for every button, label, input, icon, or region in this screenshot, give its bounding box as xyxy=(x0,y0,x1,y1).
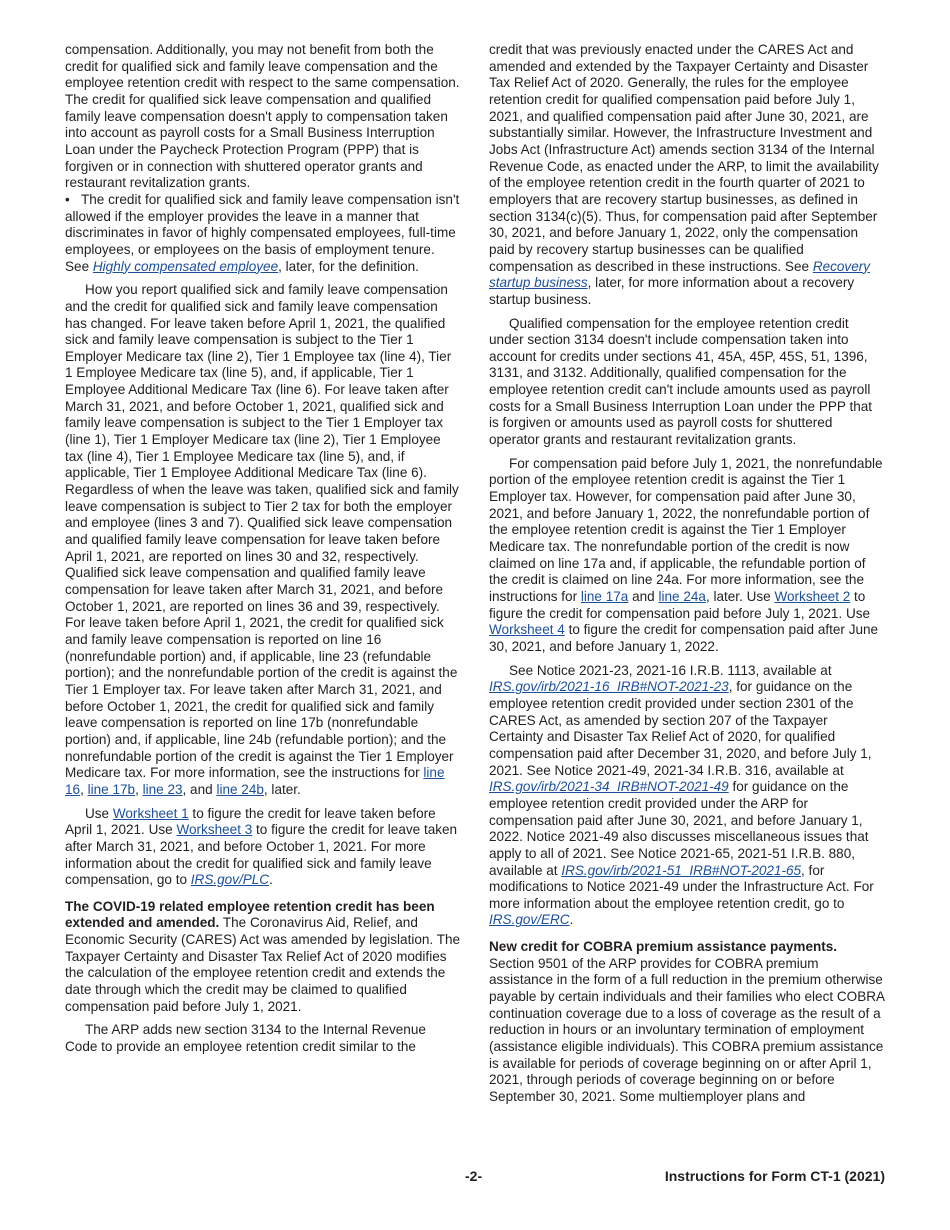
form-name: Instructions for Form CT-1 (2021) xyxy=(664,1168,885,1184)
highly-compensated-employee-link[interactable]: Highly compensated employee xyxy=(92,258,279,274)
line-17a-link[interactable]: line 17a xyxy=(580,589,629,604)
bullet-item: • The credit for qualified sick and family leave compensation isn't allowed if the employer provides the leave in a manner that discriminates in favor of highly compensated employees, full-time employees, or employees on the basis of employment tenure. See Highly compensated employee, later, for the definition. xyxy=(65,191,460,274)
paragraph: See Notice 2021-23, 2021-16 I.R.B. 1113, available at IRS.gov/irb/2021-16_IRB#NOT-2021-23, for guidance on the employee retention credit provided under section 2301 of the CARES Act, as amended by section 207 of the Taxpayer Certainty and Disaster Tax Relief Act of 2020, for qualified compensation paid after December 31, 2020, and before July 1, 2021. See Notice 2021-49, 2021-34 I.R.B. 316, available at IRS.gov/irb/2021-34_IRB#NOT-2021-49 for guidance on the employee retention credit provided under the ARP for compensation paid after June 30, 2021, and before January 1, 2022. Notice 2021-49 also discusses miscellaneous issues that apply to all of 2021. See Notice 2021-65, 2021-51 I.R.B. 880, available at IRS.gov/irb/2021-51_IRB#NOT-2021-65, for modifications to Notice 2021-49 under the Infrastructure Act. For more information about the employee retention credit, go to IRS.gov/ERC. xyxy=(489,662,874,928)
bullet-icon: • xyxy=(65,191,70,207)
right-column xyxy=(489,42,885,1106)
section-heading: New credit for COBRA premium assistance payments. xyxy=(489,939,838,955)
line-24b-link[interactable]: line 24b xyxy=(216,781,264,797)
page-number: -2- xyxy=(465,1168,483,1184)
notice-2021-65-link[interactable]: IRS.gov/irb/2021-51_IRB#NOT-2021-65 xyxy=(561,862,802,878)
paragraph: New credit for COBRA premium assistance payments. Section 9501 of the ARP provides for COBRA premium assistance in the form of a full reduction in the premium otherwise payable by certain individuals and their families who elect COBRA continuation coverage due to a loss of coverage as the result of a reduction in hours or an involuntary termination of employment (assistance eligible individuals). This COBRA premium assistance is available for periods of coverage beginning on or after April 1, 2021, through periods of coverage beginning on or before September 30, 2021. Some multiemployer plans and xyxy=(489,939,885,1105)
irs-erc-link[interactable]: IRS.gov/ERC xyxy=(489,912,570,928)
notice-2021-49-link[interactable]: IRS.gov/irb/2021-34_IRB#NOT-2021-49 xyxy=(489,779,729,795)
paragraph: Qualified compensation for the employee retention credit under section 3134 doesn't include compensation taken into account for credits under sections 41, 45A, 45P, 45S, 51, 1396, 3131, and 3132. Additionally, qualified compensation for the employee retention credit can't include amounts used as payroll costs for a Small Business Interruption Loan under the PPP that is forgiven or amounts used as payroll costs for shuttered operator grants and restaurant revitalization grants. xyxy=(489,315,873,448)
paragraph: credit that was previously enacted under the CARES Act and amended and extended by the Taxpayer Certainty and Disaster Tax Relief Act of 2020. Generally, the rules for the employee retention credit for qualified compensation paid before July 1, 2021, and qualified compensation paid after June 30, 2021, are substantially similar. However, the Infrastructure Investment and Jobs Act (Infrastructure Act) amends section 3134 of the Internal Revenue Code, as enacted under the ARP, to limit the availability of the employee retention credit in the fourth quarter of 2021 to employers that are recovery startup businesses, as defined in section 3134(c)(5). Thus, for compensation paid after September 30, 2021, and before January 1, 2022, only the compensation paid by recovery startup businesses can be qualified compensation as described in these instructions. See Recovery startup business, later, for more information about a recovery startup business. xyxy=(489,42,879,307)
recovery-startup-business-link[interactable]: Recovery startup business xyxy=(489,258,871,291)
paragraph: The COVID-19 related employee retention credit has been extended and amended. The Coronavirus Aid, Relief, and Economic Security (CARES) Act was amended by legislation. The Taxpayer Certainty and Disaster Tax Relief Act of 2020 modifies the calculation of the employee retention credit and extends the date through which the credit may be claimed to qualified compensation paid before July 1, 2021. xyxy=(65,898,461,1014)
worksheet-4-link[interactable]: Worksheet 4 xyxy=(489,622,565,638)
notice-2021-23-link[interactable]: IRS.gov/irb/2021-16_IRB#NOT-2021-23 xyxy=(489,679,729,695)
paragraph: Use Worksheet 1 to figure the credit for leave taken before April 1, 2021. Use Worksheet 3 to figure the credit for leave taken after March 31, 2021, and before October 1, 2021. For more information about the credit for qualified sick and family leave compensation, go to IRS.gov/PLC. xyxy=(65,805,458,888)
paragraph: For compensation paid before July 1, 2021, the nonrefundable portion of the employee retention credit is against the Tier 1 Employer tax. However, for compensation paid after June 30, 2021, and before January 1, 2022, the nonrefundable portion of the employee retention credit is against the Tier 1 Employer Medicare tax. The nonrefundable portion of the credit is now claimed on line 17a and, if applicable, the refundable portion of the credit is claimed on line 24a. For more information, see the instructions for line 17a and line 24a, later. Use Worksheet 2 to figure the credit for compensation paid before July 1, 2021. Use Worksheet 4 to figure the credit for compensation paid after June 30, 2021, and before January 1, 2022. xyxy=(489,455,883,654)
paragraph: compensation. Additionally, you may not benefit from both the credit for qualified sick and family leave compensation and the employee retention credit with respect to the same compensation. The credit for qualified sick leave compensation and qualified family leave compensation doesn't apply to compensation taken into account as payroll costs for a Small Business Interruption Loan under the Paycheck Protection Program (PPP) that is forgiven or in connection with shuttered operator grants and restaurant revitalization grants. xyxy=(65,42,460,191)
left-column xyxy=(65,42,461,1056)
worksheet-3-link[interactable]: Worksheet 3 xyxy=(176,822,253,838)
line-24a-link[interactable]: line 24a xyxy=(658,589,706,604)
paragraph: How you report qualified sick and family leave compensation and the credit for qualified sick and family leave compensation has changed. For leave taken before April 1, 2021, the qualified sick and family leave compensation is subject to the Tier 1 Employer Medicare tax (line 2), Tier 1 Employee tax (line 4), Tier 1 Employee Medicare tax (line 5), and, if applicable, Tier 1 Employee Additional Medicare Tax (line 6). For leave taken after March 31, 2021, and before October 1, 2021, qualified sick and family leave compensation is subject to the Tier 1 Employer tax (line 1), Tier 1 Employer Medicare tax (line 2), Tier 1 Employee tax (line 4), Tier 1 Employee Medicare tax (line 5), and, if applicable, Tier 1 Employee Additional Medicare Tax (line 6). Regardless of when the leave was taken, qualified sick and family leave compensation is subject to Tier 2 tax for both the employer and employee (lines 3 and 7). Qualified sick leave compensation and qualified family leave compensation for leave taken before April 1, 2021, are reported on lines 30 and 32, respectively. Qualified sick leave compensation and qualified family leave compensation for leave taken after March 31, 2021, and before October 1, 2021, are reported on lines 36 and 39, respectively. For leave taken before April 1, 2021, the credit for qualified sick and family leave compensation is reported on line 16 (nonrefundable portion) and, if applicable, line 23 (refundable portion); and the nonrefundable portion of the credit is against the Tier 1 Employer tax. For leave taken after March 31, 2021, and before October 1, 2021, the credit for qualified sick and family leave compensation is reported on line 17b (nonrefundable portion) and, if applicable, line 24b (refundable portion); and the nonrefundable portion of the credit is against the Tier 1 Employer Medicare tax. For more information, see the instructions for line 16, line 17b, line 23, and line 24b, later. xyxy=(65,282,459,797)
line-17b-link[interactable]: line 17b xyxy=(87,781,136,797)
section-heading: The COVID-19 related employee retention credit has been extended and amended. xyxy=(65,898,435,931)
line-23-link[interactable]: line 23 xyxy=(142,781,183,797)
irs-plc-link[interactable]: IRS.gov/PLC xyxy=(190,872,270,888)
worksheet-1-link[interactable]: Worksheet 1 xyxy=(112,805,189,821)
paragraph: The ARP adds new section 3134 to the Internal Revenue Code to provide an employee retention credit similar to the xyxy=(65,1022,426,1055)
worksheet-2-link[interactable]: Worksheet 2 xyxy=(774,589,851,604)
line-16-link[interactable]: line 16 xyxy=(65,765,445,797)
